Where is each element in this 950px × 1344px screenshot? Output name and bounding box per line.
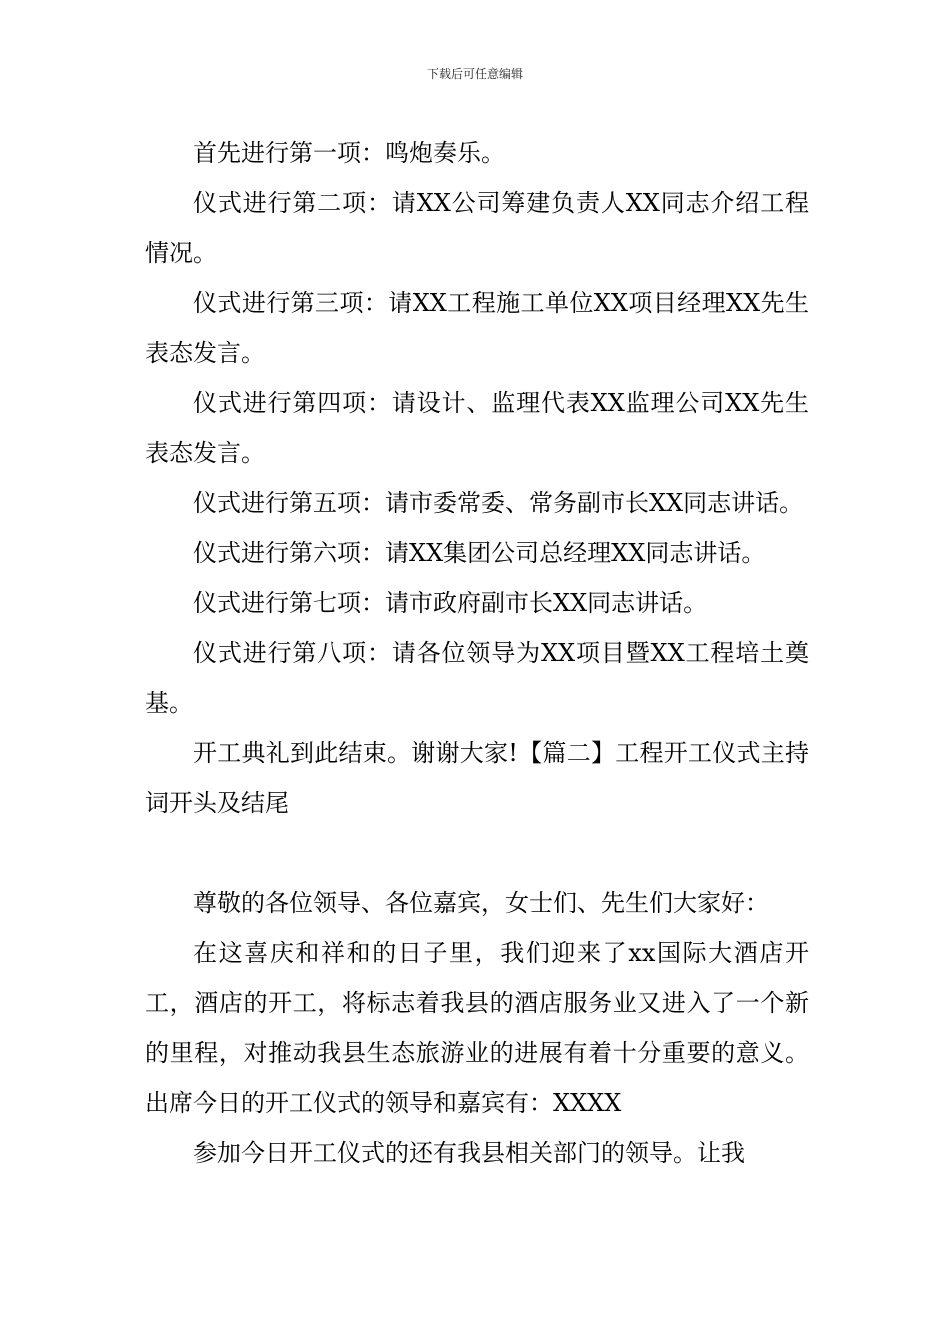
paragraph-12: 参加今日开工仪式的还有我县相关部门的领导。让我	[193, 1139, 745, 1167]
paragraph-11: 在这喜庆和祥和的日子里，我们迎来了xx国际大酒店开工，酒店的开工，将标志着我县的酒店服务业又进入了一个新的里程，对推动我县生态旅游业的进展有着十分重要的意义。出席今日的开工仪式的领导和嘉宾有：XXXX	[145, 939, 809, 1117]
paragraph-5: 仪式进行第五项：请市委常委、常务副市长XX同志讲话。	[193, 489, 804, 517]
paragraph-7: 仪式进行第七项：请市政府副市长XX同志讲话。	[193, 589, 708, 617]
paragraph-6: 仪式进行第六项：请XX集团公司总经理XX同志讲话。	[193, 539, 766, 567]
paragraph-2: 仪式进行第二项：请XX公司筹建负责人XX同志介绍工程情况。	[145, 189, 809, 267]
page-header: 下载后可任意编辑	[426, 67, 523, 81]
paragraph-1: 首先进行第一项：鸣炮奏乐。	[193, 139, 505, 167]
paragraph-3: 仪式进行第三项：请XX工程施工单位XX项目经理XX先生表态发言。	[145, 289, 809, 367]
paragraph-8: 仪式进行第八项：请各位领导为XX项目暨XX工程培土奠基。	[145, 639, 809, 717]
document-body	[145, 128, 809, 1178]
paragraph-10: 尊敬的各位领导、各位嘉宾，女士们、先生们大家好：	[193, 889, 769, 917]
paragraph-4: 仪式进行第四项：请设计、监理代表XX监理公司XX先生表态发言。	[145, 389, 809, 467]
paragraph-9: 开工典礼到此结束。谢谢大家!【篇二】工程开工仪式主持词开头及结尾	[145, 739, 809, 817]
